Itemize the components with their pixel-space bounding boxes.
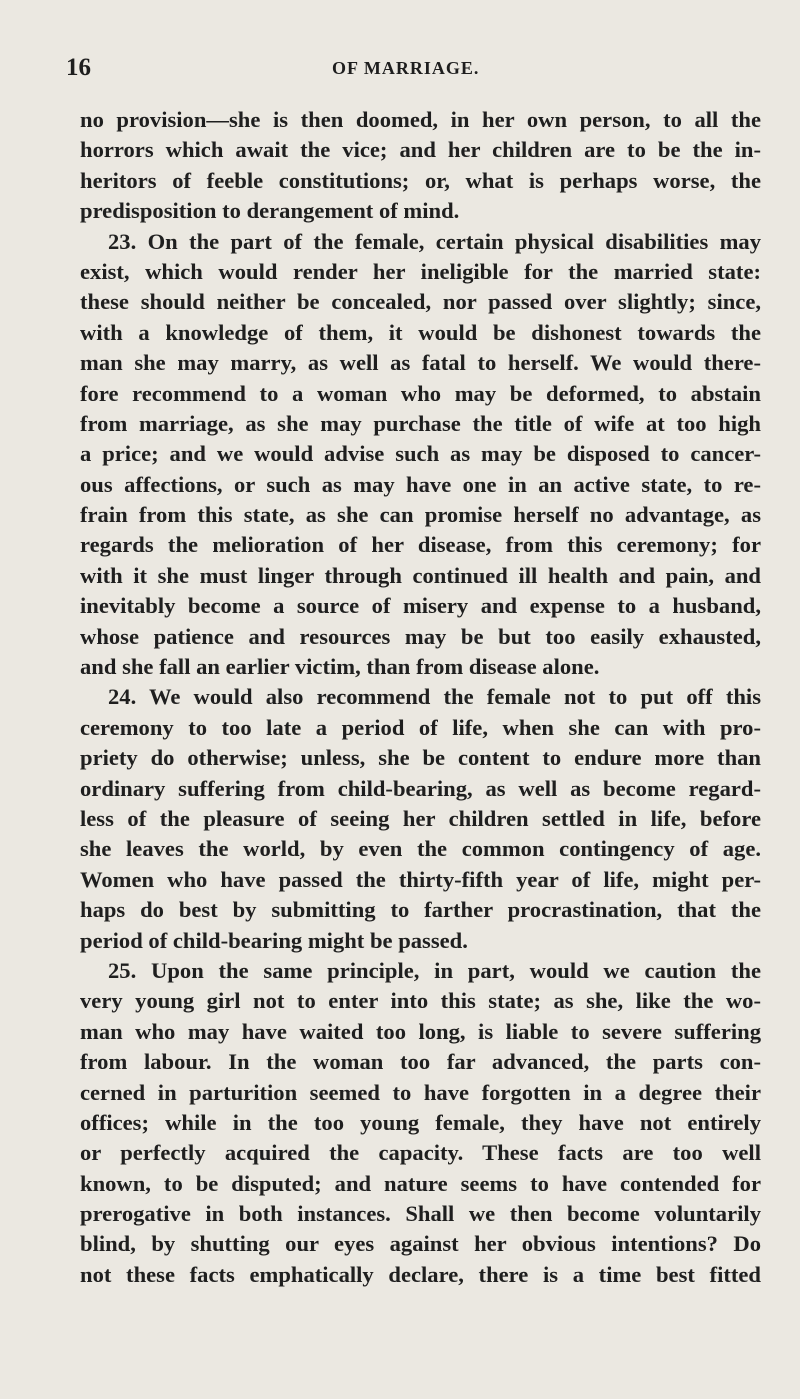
text-line: not these facts emphatically declare, there is a time best fitted	[80, 1261, 761, 1287]
text-body	[80, 105, 761, 1290]
text-line: ous affections, or such as may have one in an active state, to re-	[80, 471, 761, 497]
text-line: period of child-bearing might be passed.	[80, 927, 468, 953]
text-line: these should neither be concealed, nor passed over slightly; since,	[80, 289, 761, 315]
text-line: she leaves the world, by even the common contingency of age.	[80, 836, 761, 862]
text-line: with a knowledge of them, it would be dishonest towards the	[80, 319, 761, 345]
text-line: inevitably become a source of misery and expense to a husband,	[80, 593, 761, 619]
text-line: and she fall an earlier victim, than from disease alone.	[80, 654, 600, 680]
text-line: cerned in parturition seemed to have forgotten in a degree their	[80, 1079, 761, 1105]
text-line: man she may marry, as well as fatal to herself. We would there-	[80, 350, 761, 376]
text-line: no provision—she is then doomed, in her own person, to all the	[80, 107, 761, 132]
text-line: very young girl not to enter into this state; as she, like the wo-	[80, 988, 761, 1014]
text-line: or perfectly acquired the capacity. These facts are too well	[80, 1140, 761, 1166]
text-line: a price; and we would advise such as may be disposed to cancer-	[80, 441, 761, 467]
text-line: from labour. In the woman too far advanced, the parts con-	[80, 1049, 761, 1075]
text-line: less of the pleasure of seeing her children settled in life, before	[80, 805, 761, 831]
text-line: with it she must linger through continued ill health and pain, and	[80, 562, 761, 588]
text-line: regards the melioration of her disease, from this ceremony; for	[80, 532, 761, 558]
running-head: OF MARRIAGE.	[332, 58, 480, 78]
paragraph-25-start: 25. Upon the same principle, in part, would we caution the	[108, 957, 761, 983]
paragraph-23-start: 23. On the part of the female, certain physical disabilities may	[108, 228, 761, 254]
text-line: whose patience and resources may be but too easily exhausted,	[80, 623, 761, 649]
text-line: horrors which await the vice; and her children are to be the in-	[80, 137, 761, 163]
paragraph-24-start: 24. We would also recommend the female not to put off this	[108, 684, 761, 710]
text-line: Women who have passed the thirty-fifth year of life, might per-	[80, 866, 761, 892]
text-line: blind, by shutting our eyes against her obvious intentions? Do	[80, 1231, 761, 1257]
text-line: frain from this state, as she can promise herself no advantage, as	[80, 502, 761, 528]
text-line: prerogative in both instances. Shall we then become voluntarily	[80, 1201, 761, 1227]
text-line: from marriage, as she may purchase the title of wife at too high	[80, 410, 761, 436]
text-line: fore recommend to a woman who may be deformed, to abstain	[80, 380, 761, 406]
text-line: predisposition to derangement of mind.	[80, 198, 460, 224]
text-line: ordinary suffering from child-bearing, as well as become regard-	[80, 775, 761, 801]
text-line: heritors of feeble constitutions; or, what is perhaps worse, the	[80, 167, 761, 193]
text-line: exist, which would render her ineligible for the married state:	[80, 258, 761, 284]
page-header	[66, 54, 766, 88]
page-number: 16	[66, 54, 91, 81]
text-line: haps do best by submitting to farther procrastination, that the	[80, 897, 761, 923]
text-line: offices; while in the too young female, they have not entirely	[80, 1109, 761, 1135]
text-line: priety do otherwise; unless, she be content to endure more than	[80, 745, 761, 771]
text-line: man who may have waited too long, is liable to severe suffering	[80, 1018, 761, 1044]
text-line: known, to be disputed; and nature seems to have contended for	[80, 1170, 761, 1196]
text-line: ceremony to too late a period of life, when she can with pro-	[80, 714, 761, 740]
